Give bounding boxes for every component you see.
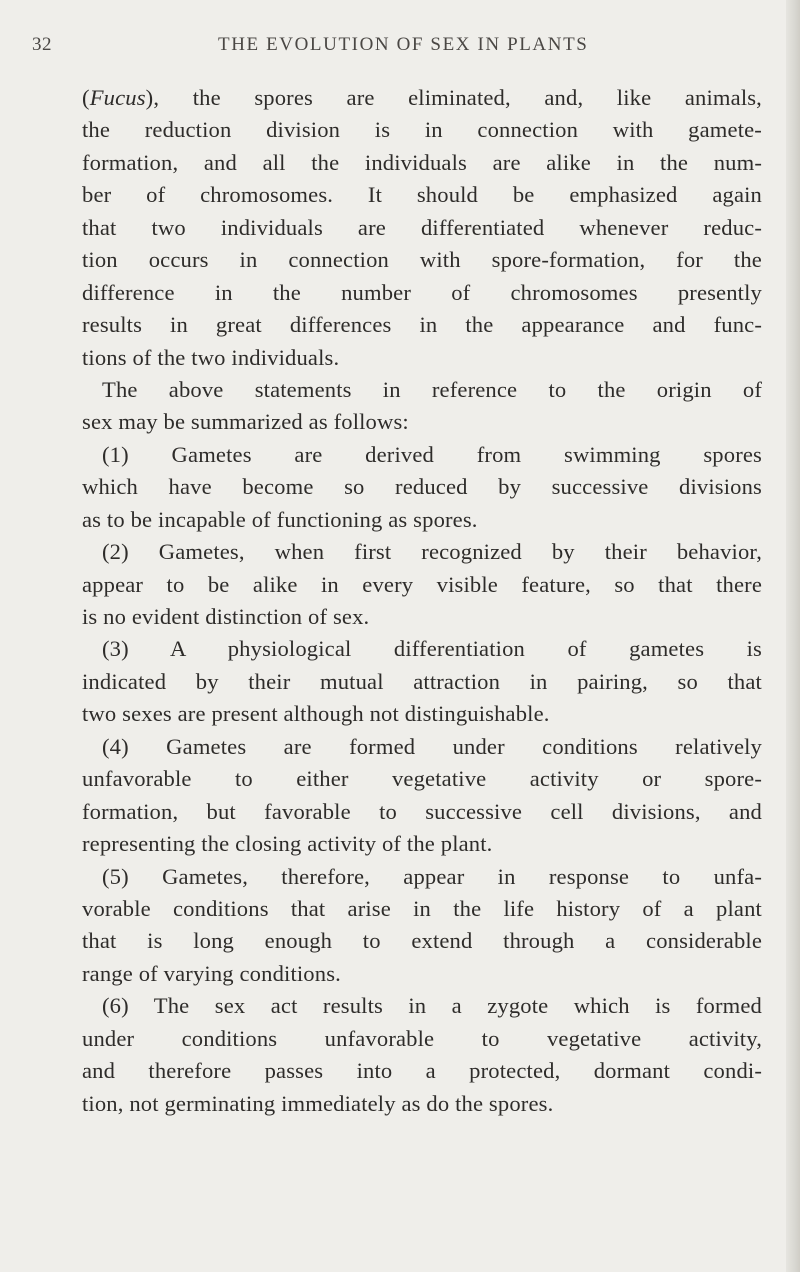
text-line: unfavorable to either vegetative activity or spore- xyxy=(82,766,762,792)
text-line: as to be incapable of functioning as spores. xyxy=(82,506,478,532)
text-line: (4) Gametes are formed under conditions relatively xyxy=(102,733,762,759)
text-line: indicated by their mutual attraction in pairing, so that xyxy=(82,668,762,694)
text-line: formation, and all the individuals are alike in the num- xyxy=(82,149,762,175)
text-line: (2) Gametes, when first recognized by their behavior, xyxy=(102,539,762,565)
text-line: under conditions unfavorable to vegetative activity, xyxy=(82,1025,762,1051)
text-line: (5) Gametes, therefore, appear in response to unfa- xyxy=(102,863,762,889)
text-line: tions of the two individuals. xyxy=(82,344,340,370)
text-line: sex may be summarized as follows: xyxy=(82,409,409,435)
text-line: that two individuals are differentiated whenever reduc- xyxy=(82,214,762,240)
page-header xyxy=(32,34,772,64)
running-title: THE EVOLUTION OF SEX IN PLANTS xyxy=(218,34,589,55)
text-line: two sexes are present although not distinguishable. xyxy=(82,701,550,727)
text-line: range of varying conditions. xyxy=(82,960,341,986)
text-line: The above statements in reference to the origin of xyxy=(102,376,762,402)
text-line: formation, but favorable to successive cell divisions, and xyxy=(82,798,762,824)
text-line: tion, not germinating immediately as do the spores. xyxy=(82,1090,554,1116)
text-line: (6) The sex act results in a zygote which is formed xyxy=(102,993,762,1019)
text-line: representing the closing activity of the plant. xyxy=(82,831,493,857)
text-line: (Fucus), the spores are eliminated, and, like animals, xyxy=(82,85,762,110)
text-line: appear to be alike in every visible feature, so that there xyxy=(82,571,762,597)
page-number: 32 xyxy=(32,34,52,55)
text-line: ber of chromosomes. It should be emphasized again xyxy=(82,182,762,208)
text-line: (3) A physiological differentiation of gametes is xyxy=(102,636,762,662)
body-text xyxy=(82,82,762,1120)
text-line: and therefore passes into a protected, dormant condi- xyxy=(82,1058,762,1084)
text-line: results in great differences in the appearance and func- xyxy=(82,312,762,338)
text-line: the reduction division is in connection with gamete- xyxy=(82,117,762,143)
text-line: is no evident distinction of sex. xyxy=(82,604,370,629)
text-line: tion occurs in connection with spore-formation, for the xyxy=(82,247,762,273)
text-line: difference in the number of chromosomes presently xyxy=(82,279,762,305)
text-line: which have become so reduced by successive divisions xyxy=(82,474,762,500)
italic-genus-name: Fucus xyxy=(89,85,146,110)
text-line: that is long enough to extend through a considerable xyxy=(82,928,762,954)
text-line: (1) Gametes are derived from swimming spores xyxy=(102,441,762,467)
text-line: vorable conditions that arise in the life history of a plant xyxy=(82,895,762,921)
page-edge-shadow xyxy=(786,0,800,1272)
